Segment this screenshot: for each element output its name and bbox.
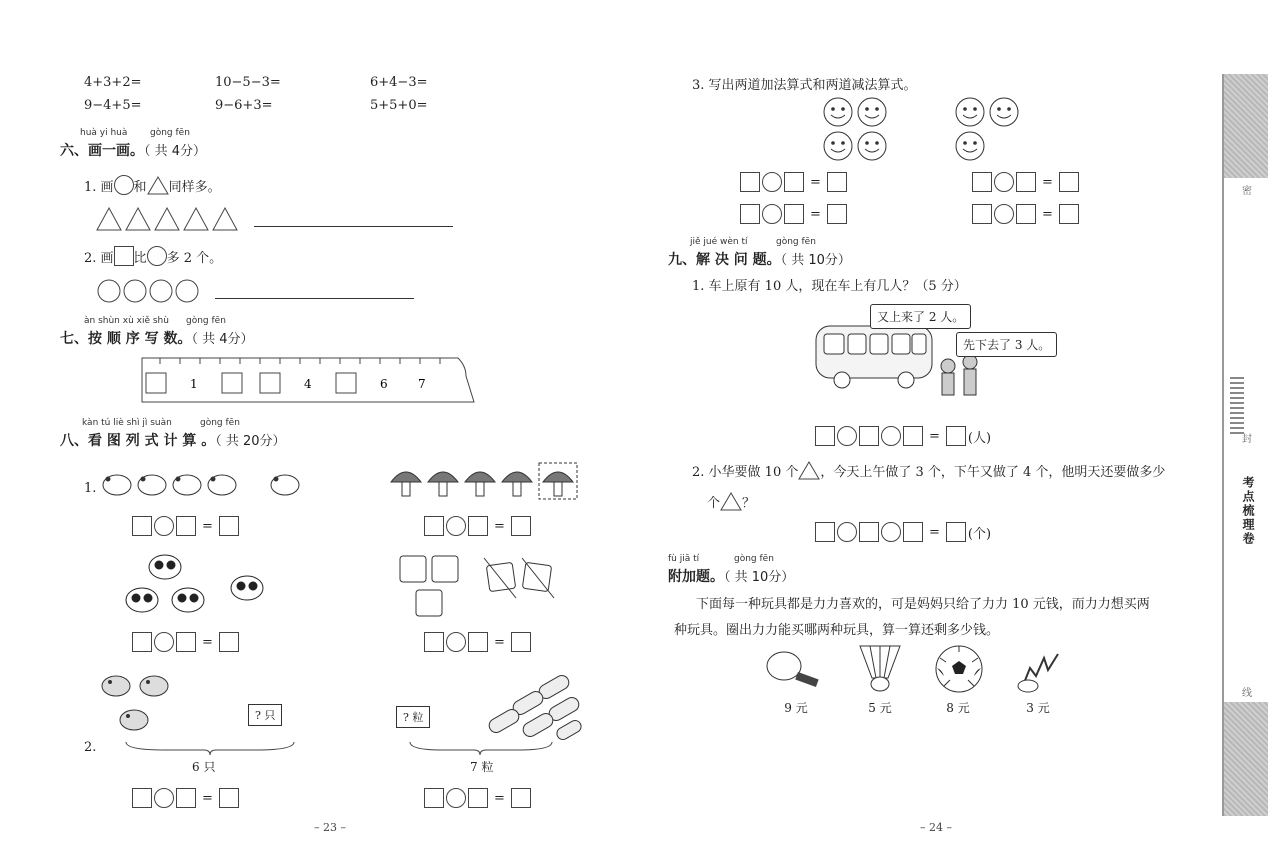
bonus-text: 下面每一种玩具都是力力喜欢的，可是妈妈只给了力力 10 元钱，而力力想买两: [696, 597, 1150, 612]
question-9-2-cont: [707, 491, 755, 511]
answer-box[interactable]: [815, 426, 835, 446]
equation-answer-row[interactable]: =: [132, 788, 239, 808]
answer-box[interactable]: [468, 516, 488, 536]
answer-box[interactable]: [859, 522, 879, 542]
section-title: 七、按 顺 序 写 数。: [60, 331, 192, 347]
answer-box[interactable]: [176, 632, 196, 652]
operator-circle[interactable]: [446, 788, 466, 808]
section-title: 八、看 图 列 式 计 算 。: [60, 433, 216, 449]
pinyin: jiě jué wèn tí: [690, 237, 748, 247]
answer-box[interactable]: [468, 788, 488, 808]
operator-circle[interactable]: [881, 426, 901, 446]
ping-pong-paddle-icon: [764, 646, 824, 692]
bonus-heading: [668, 566, 794, 586]
answer-box[interactable]: [424, 632, 444, 652]
operator-circle[interactable]: [154, 632, 174, 652]
answer-box[interactable]: [827, 172, 847, 192]
pinyin: gòng fēn: [150, 128, 190, 138]
brace: [408, 740, 554, 756]
answer-box[interactable]: [132, 516, 152, 536]
question-text: 2. 画: [84, 250, 114, 266]
toy-plane-icon: [1014, 648, 1066, 694]
question-text: 1. 画: [84, 179, 114, 195]
answer-box[interactable]: [1059, 172, 1079, 192]
speech-bubble: 又上来了 2 人。: [870, 304, 971, 329]
pinyin: gòng fēn: [734, 554, 774, 564]
answer-box[interactable]: [946, 426, 966, 446]
answer-box[interactable]: [219, 516, 239, 536]
operator-circle[interactable]: [881, 522, 901, 542]
answer-box[interactable]: [511, 632, 531, 652]
triangle-icon: [798, 460, 820, 480]
question-text: 多 2 个。: [166, 250, 223, 266]
section-points: （ 共 20分）: [215, 434, 286, 449]
operator-circle[interactable]: [994, 204, 1014, 224]
circle-icon: [114, 175, 134, 195]
section-title: 附加题。: [668, 569, 724, 585]
price-label: 8 元: [946, 701, 970, 715]
answer-box[interactable]: [740, 172, 760, 192]
total-label: 6 只: [192, 760, 216, 774]
question-3: 3. 写出两道加法算式和两道减法算式。: [692, 78, 917, 93]
question-text: 和: [133, 179, 147, 195]
answer-box[interactable]: [219, 632, 239, 652]
sidebar-pattern-top: [1224, 74, 1268, 178]
answer-box[interactable]: [176, 788, 196, 808]
question-9-1: 1. 车上原有 10 人，现在车上有几人？（5 分）: [692, 279, 967, 294]
answer-box[interactable]: [1059, 204, 1079, 224]
answer-box[interactable]: [132, 788, 152, 808]
operator-circle[interactable]: [837, 522, 857, 542]
price-label: 9 元: [784, 701, 808, 715]
price-label: 5 元: [868, 701, 892, 715]
answer-box[interactable]: [972, 204, 992, 224]
ruler: [140, 356, 476, 406]
triangle-icon: [147, 175, 169, 195]
equation-answer-row[interactable]: =: [132, 632, 239, 652]
sidebar-logo: [1230, 374, 1244, 434]
birds-illustration: [98, 668, 178, 740]
answer-box[interactable]: [903, 426, 923, 446]
ruler-number: 6: [380, 377, 388, 391]
sidebar-char: 密: [1242, 186, 1252, 197]
answer-box[interactable]: [740, 204, 760, 224]
shuttlecock-icon: [854, 642, 906, 694]
ruler-answer-box[interactable]: [336, 373, 356, 393]
sidebar-title: 考点梳理卷: [1241, 476, 1255, 546]
question-9-2: [692, 460, 1165, 480]
question-text: 2. 小华要做 10 个: [692, 464, 799, 480]
answer-box[interactable]: [784, 172, 804, 192]
unknown-count-box: ? 只: [248, 704, 282, 726]
operator-circle[interactable]: [994, 172, 1014, 192]
soccer-ball-icon: [934, 644, 984, 694]
answer-box[interactable]: [903, 522, 923, 542]
section-9-heading: [668, 249, 851, 269]
pinyin: gòng fēn: [776, 237, 816, 247]
answer-box[interactable]: [468, 632, 488, 652]
binding-sidebar: [1222, 74, 1268, 816]
answer-box[interactable]: [859, 426, 879, 446]
ruler-answer-box[interactable]: [222, 373, 242, 393]
pinyin: gòng fēn: [200, 418, 240, 428]
question-text: ，今天上午做了 3 个，下午又做了 4 个，他明天还要做多少: [820, 464, 1166, 480]
answer-box[interactable]: [1016, 204, 1036, 224]
ruler-number: 1: [190, 377, 198, 391]
question-number: 2.: [84, 740, 97, 755]
pinyin: fù jiā tí: [668, 554, 700, 564]
pinyin: huà yi huà: [80, 128, 128, 138]
brace: [124, 740, 296, 756]
answer-line[interactable]: [254, 226, 453, 227]
ruler-answer-box[interactable]: [260, 373, 280, 393]
equation-answer-row[interactable]: =: [972, 172, 1079, 192]
operator-circle[interactable]: [762, 204, 782, 224]
answer-box[interactable]: [511, 516, 531, 536]
section-points: （ 共 10分）: [724, 570, 795, 585]
equation-answer-row[interactable]: =: [740, 204, 847, 224]
pandas-illustration: [120, 552, 270, 622]
circle-row: [96, 279, 206, 305]
equation-answer-row[interactable]: = (个): [815, 522, 991, 542]
answer-box[interactable]: [1016, 172, 1036, 192]
unit-label: (人): [967, 430, 992, 446]
pinyin: àn shùn xù xiě shù: [84, 316, 169, 326]
equation-answer-row[interactable]: =: [424, 632, 531, 652]
triangle-icon: [720, 491, 742, 511]
ruler-answer-box[interactable]: [146, 373, 166, 393]
answer-line[interactable]: [215, 298, 414, 299]
crackers-illustration: [398, 554, 558, 620]
answer-box[interactable]: [132, 632, 152, 652]
question-text: 比: [133, 250, 147, 266]
operator-circle[interactable]: [154, 788, 174, 808]
answer-box[interactable]: [972, 172, 992, 192]
question-text: ？: [742, 495, 756, 511]
section-title: 六、画一画。: [60, 143, 144, 159]
section-6-heading: [60, 140, 206, 160]
question-6-2: [84, 246, 222, 266]
total-label: 7 粒: [470, 760, 494, 774]
answer-box[interactable]: [815, 522, 835, 542]
equation: 4+3+2=: [84, 75, 142, 90]
equation: 9−4+5=: [84, 98, 142, 113]
operator-circle[interactable]: [446, 516, 466, 536]
section-title: 九、解 决 问 题。: [668, 252, 781, 268]
answer-box[interactable]: [424, 516, 444, 536]
section-8-heading: [60, 430, 286, 450]
square-icon: [114, 246, 134, 266]
question-text: 同样多。: [168, 179, 221, 195]
section-points: （ 共 4分）: [144, 144, 207, 159]
price-label: 3 元: [1026, 701, 1050, 715]
answer-box[interactable]: [176, 516, 196, 536]
operator-circle[interactable]: [446, 632, 466, 652]
equation: 5+5+0=: [370, 98, 428, 113]
answer-box[interactable]: [424, 788, 444, 808]
question-number: 1.: [84, 481, 97, 496]
equation-answer-row[interactable]: =: [132, 516, 239, 536]
equation-answer-row[interactable]: = (人): [815, 426, 991, 446]
answer-box[interactable]: [511, 788, 531, 808]
unknown-count-box: ? 粒: [396, 706, 430, 728]
equation-answer-row[interactable]: =: [740, 172, 847, 192]
section-points: （ 共 4分）: [191, 332, 254, 347]
answer-box[interactable]: [784, 204, 804, 224]
smiley-faces-group: [822, 96, 892, 166]
pills-illustration: [486, 672, 586, 742]
sidebar-pattern-bottom: [1224, 702, 1268, 816]
section-points: （ 共 10分）: [780, 253, 851, 268]
smiley-faces-group: [954, 96, 1024, 166]
page-number: – 23 –: [314, 821, 346, 834]
equation: 9−6+3=: [215, 98, 273, 113]
equation: 10−5−3=: [215, 75, 281, 90]
question-text: 个: [707, 495, 721, 511]
operator-circle[interactable]: [837, 426, 857, 446]
section-7-heading: [60, 328, 254, 348]
pinyin: gòng fēn: [186, 316, 226, 326]
pinyin: kàn tú liè shì jì suàn: [82, 418, 172, 428]
equation-answer-row[interactable]: =: [972, 204, 1079, 224]
question-6-1: [84, 175, 221, 195]
equation-answer-row[interactable]: =: [424, 788, 531, 808]
speech-bubble: 先下去了 3 人。: [956, 332, 1057, 357]
equation: 6+4−3=: [370, 75, 428, 90]
chicks-illustration: [100, 470, 305, 500]
bonus-text: 种玩具。圈出力力能买哪两种玩具，算一算还剩多少钱。: [674, 623, 1000, 638]
mushrooms-illustration: [388, 462, 584, 502]
equation-answer-row[interactable]: =: [424, 516, 531, 536]
answer-box[interactable]: [219, 788, 239, 808]
triangle-row: [96, 206, 246, 232]
answer-box[interactable]: [946, 522, 966, 542]
ruler-number: 4: [304, 377, 312, 391]
page-number: – 24 –: [920, 821, 952, 834]
answer-box[interactable]: [827, 204, 847, 224]
sidebar-char: 封: [1242, 434, 1252, 445]
circle-icon: [147, 246, 167, 266]
ruler-number: 7: [418, 377, 426, 391]
operator-circle[interactable]: [154, 516, 174, 536]
sidebar-char: 线: [1242, 688, 1252, 699]
operator-circle[interactable]: [762, 172, 782, 192]
unit-label: (个): [967, 526, 992, 542]
